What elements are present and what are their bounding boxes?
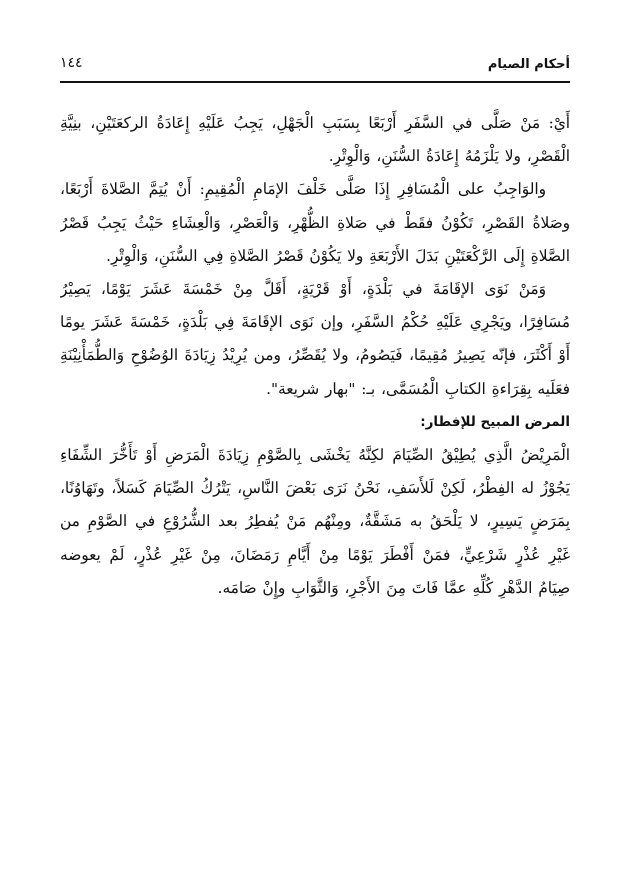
page-body xyxy=(60,107,570,605)
page-number: ١٤٤ xyxy=(60,55,83,71)
book-page xyxy=(60,55,570,855)
paragraph-1: أَيْ: مَنْ صَلَّى في السَّفَرِ أَرْبَعًا بِسَبَبِ الْجَهْلِ، يَجِبُ عَلَيْهِ إِعَادَةُ الركعَتَيْنِ، بنِيَّةِ الْقَصْرِ، ولا يَلْزَمُهُ إِعَادَةُ السُّنَنِ، وَالْوِتْرِ. xyxy=(60,114,570,166)
paragraph-3: وَمَنْ نَوَى الإقَامَةَ في بَلْدَةٍ، أَوْ قَرْيَةٍ، أَقَلَّ مِنْ خَمْسَةَ عَشَرَ يَوْمًا، يَصِيْرُ مُسَافِرًا، ويَجْرِي عَلَيْهِ حُكْمُ السَّفَرِ، وإن نَوَى الإقَامَةَ فِي بَلْدَةٍ، خَمْسَةَ عَشَرَ يومًا أَوْ أَكْثَرَ، فإنّه يَصِيرُ مُقِيمًا، فَيَصُومُ، ولا يُقَصِّرُ، ومن يُرِيْدُ زِيَادَةَ الوُضُوْحِ وَالطُّمَأْنِيْنَةِ فعَلَيه بِقِرَاءةِ الكتابِ الْمُسَمَّى، بـ: "بهار شريعة". xyxy=(60,280,570,398)
running-title: أحكام الصيام xyxy=(487,57,570,72)
section-paragraph: الْمَرِيْضُ الَّذِي يُطِيْقُ الصِّيَامَ لكِنَّهُ يَخْشَى بِالصَّوْمِ زِيَادَةَ الْمَرَضِ أَوْ تَأَخُّرَ الشِّفَاءِ يَجُوْزُ له الفِطْرُ، لَكِنْ لَلأَسَفِ، نَحْنُ نَرَى بَعْضَ النَّاسِ، يَتْرُكُ الصِّيَامَ كَسَلاً، وتَهَاوُنًا، بِمَرَضٍ يَسِيرٍ، لا يَلْحَقُ به مَشَقَّةٌ، ومِنْهُم مَنْ يُفطِرُ بعد الشُّرُوْعِ في الصَّوْمِ من غَيْرِ عُذْرٍ شَرْعِيٍّ، فمَنْ أَفْطَرَ يَوْمًا مِنْ أَيَّامِ رَمَضَانَ، مِنْ غَيْرِ عُذْرٍ، لَمْ يعوضه صِيَامُ الدَّهْرِ كُلِّهِ عمَّا فَاتَ مِنَ الأَجْرِ، وَالثَّوَابِ وإِنْ صَامَه. xyxy=(60,446,570,597)
page-header xyxy=(60,55,570,83)
section-heading: المرض المبيح للإفطار: xyxy=(420,413,570,430)
paragraph-2: والوَاجِبُ على الْمُسَافِرِ إِذَا صَلَّى خَلْفَ الإمَامِ الْمُقِيمِ: أَنْ يُتِمَّ الصَّلاةَ أَرْبَعًا، وصَلاةُ القَصْرِ، تَكُوْنُ فقَطْ في صَلاةِ الظُّهْرِ، وَالْعَصْرِ، وَالْعِشَاءِ حَيْثُ يَجِبُ قَصْرُ الصَّلاةِ إِلَى الرَّكْعَتَيْنِ بَدَلَ الأَرْبَعَةِ ولا يَكُوْنُ قَصْرُ الصَّلاةِ فِي السُّنَنِ، وَالْوِتْرِ. xyxy=(60,180,570,265)
